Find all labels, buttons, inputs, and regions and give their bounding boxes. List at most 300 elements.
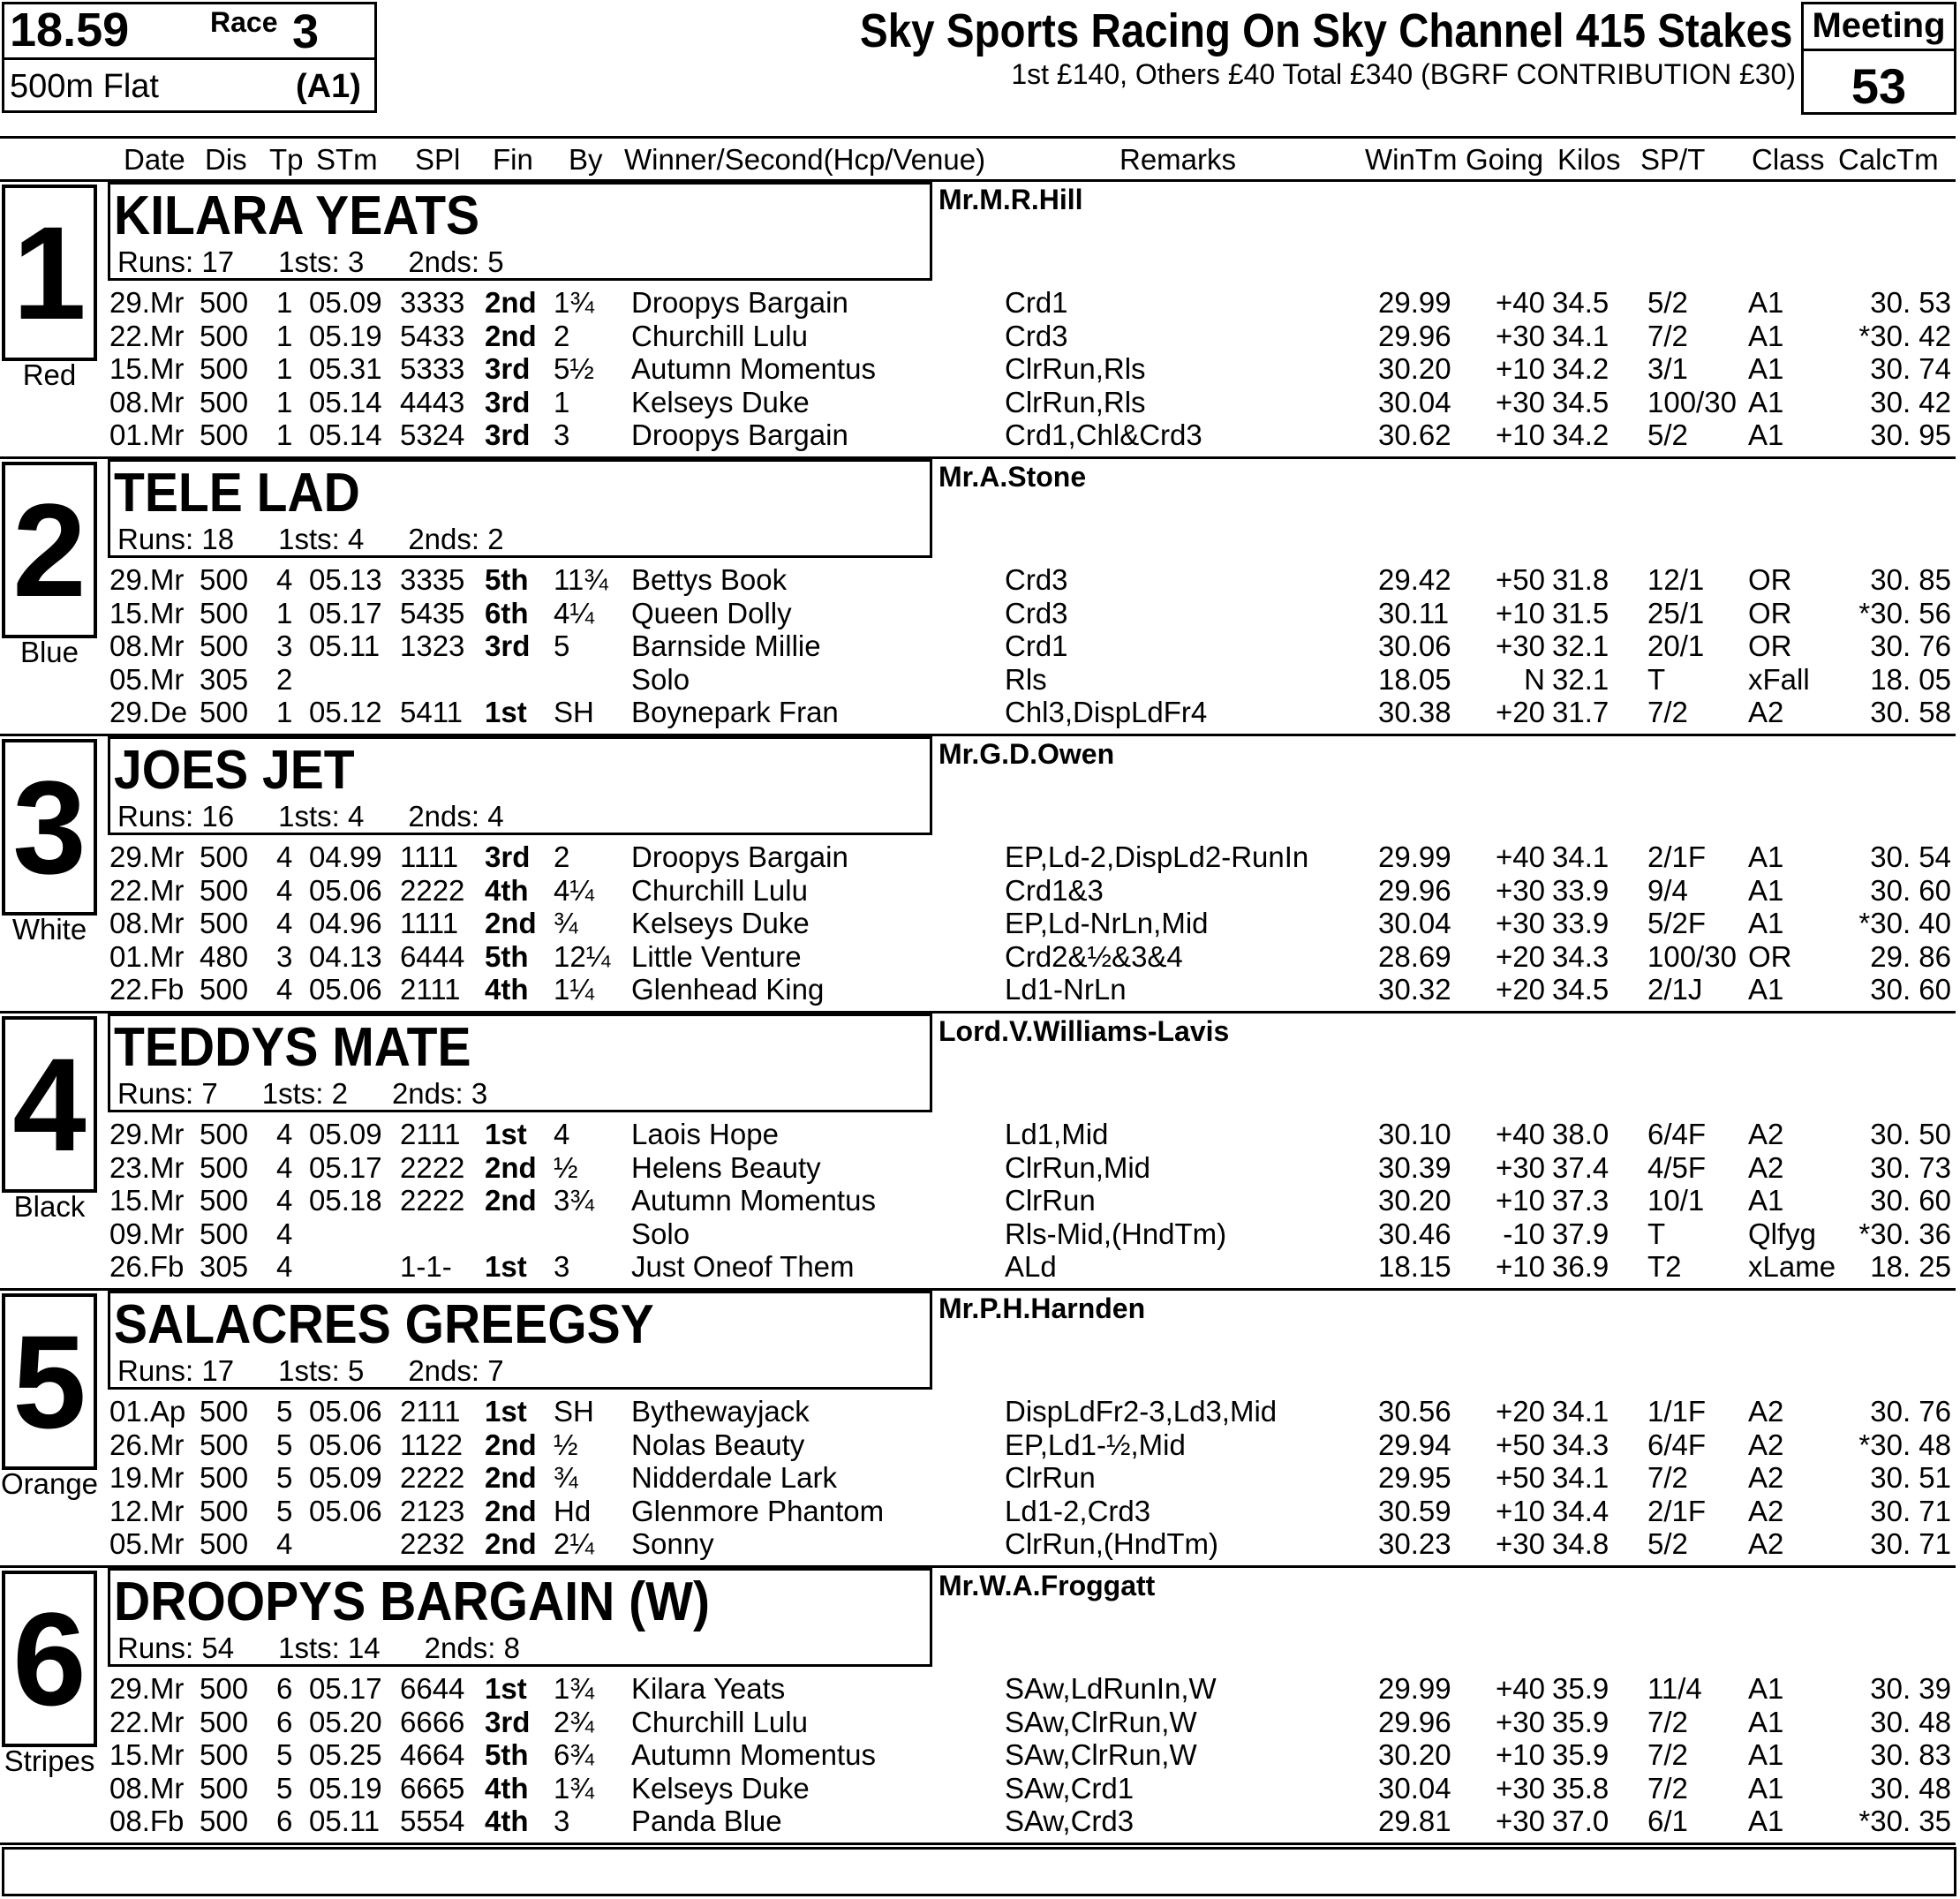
form-dis: 500	[200, 1217, 249, 1250]
form-wintm: 29.99	[1378, 286, 1451, 319]
form-by: 1¾	[554, 286, 594, 319]
form-cls: A1	[1748, 352, 1784, 385]
form-tp: 1	[276, 596, 293, 629]
form-calc: *30. 40	[1858, 907, 1951, 939]
form-date: 08.Mr	[109, 629, 185, 662]
dog-name-box	[108, 1291, 932, 1390]
form-spt: 6/1	[1647, 1805, 1688, 1837]
form-tp: 4	[276, 1217, 293, 1250]
form-calc: *30. 35	[1858, 1805, 1951, 1837]
form-kilos: 35.9	[1552, 1672, 1609, 1705]
form-fin: 2nd	[485, 1150, 537, 1184]
form-wintm: 30.06	[1378, 629, 1451, 662]
form-date: 08.Mr	[109, 385, 185, 418]
form-calc: 30. 42	[1870, 385, 1951, 418]
form-date: 19.Mr	[109, 1461, 185, 1494]
form-fin: 4th	[485, 1771, 529, 1805]
col-by: By	[569, 143, 603, 176]
form-by: 3	[554, 1805, 570, 1837]
form-spt: 100/30	[1647, 939, 1737, 973]
owner-name: Mr.W.A.Froggatt	[939, 1570, 1156, 1601]
form-calc: *30. 56	[1858, 596, 1951, 629]
form-spt: 3/1	[1647, 352, 1688, 385]
form-kilos: 36.9	[1552, 1250, 1609, 1283]
firsts-count: 1sts: 4	[278, 523, 365, 555]
seconds-count: 2nds: 2	[408, 523, 504, 555]
form-stm: 04.96	[309, 907, 382, 939]
form-going: +30	[1496, 319, 1545, 352]
form-calc: 30. 60	[1870, 873, 1951, 907]
form-spt: 100/30	[1647, 385, 1737, 418]
form-wintm: 29.81	[1378, 1805, 1451, 1837]
col-fin: Fin	[493, 143, 533, 176]
form-tp: 4	[276, 563, 293, 596]
form-remarks: ClrRun	[1005, 1184, 1096, 1217]
form-fin: 5th	[485, 1738, 529, 1771]
form-spl: 5333	[400, 352, 465, 385]
form-winner: Churchill Lulu	[631, 873, 808, 907]
form-spl: 6665	[400, 1771, 465, 1805]
form-going: +10	[1496, 596, 1545, 629]
col-stm: STm	[316, 143, 378, 176]
trap-color: Red	[22, 358, 77, 391]
form-tp: 1	[276, 418, 293, 451]
form-fin: 3rd	[485, 352, 531, 385]
col-spt: SP/T	[1640, 143, 1706, 176]
form-by: 6¾	[554, 1738, 594, 1771]
form-winner: Little Venture	[631, 939, 802, 973]
form-tp: 5	[276, 1771, 293, 1805]
form-stm: 05.14	[309, 418, 382, 451]
form-by: 4¼	[554, 873, 594, 907]
form-calc: 18. 25	[1870, 1250, 1951, 1283]
form-spl: 2222	[400, 1461, 465, 1494]
form-dis: 500	[200, 319, 249, 352]
trap-color: Orange	[0, 1467, 99, 1500]
form-spt: T2	[1647, 1250, 1682, 1283]
form-dis: 500	[200, 418, 249, 451]
dog-name-box	[108, 1568, 932, 1667]
form-remarks: SAw,Crd3	[1005, 1805, 1135, 1837]
form-fin: 2nd	[485, 1428, 537, 1461]
form-fin: 3rd	[485, 840, 531, 873]
form-cls: A2	[1748, 1118, 1784, 1150]
form-date: 15.Mr	[109, 596, 185, 629]
race-title: Sky Sports Racing On Sky Channel 415 Stakes	[859, 4, 1792, 57]
form-stm: 04.99	[309, 840, 382, 873]
form-stm: 05.06	[309, 1395, 382, 1428]
form-cls: A2	[1748, 1150, 1784, 1184]
form-winner: Queen Dolly	[631, 596, 792, 629]
form-fin: 3rd	[485, 385, 531, 418]
form-by: 3	[554, 1250, 570, 1283]
form-fin: 1st	[485, 696, 527, 728]
dog-name: DROOPYS BARGAIN (W)	[114, 1571, 710, 1632]
form-winner: Boynepark Fran	[631, 696, 839, 728]
form-dis: 500	[200, 352, 249, 385]
form-going: +10	[1496, 352, 1545, 385]
form-by: 2¾	[554, 1705, 594, 1738]
form-wintm: 30.10	[1378, 1118, 1451, 1150]
form-spl: 1323	[400, 629, 465, 662]
form-dis: 500	[200, 1150, 249, 1184]
form-fin: 4th	[485, 973, 529, 1006]
form-winner: Solo	[631, 1217, 690, 1250]
form-tp: 1	[276, 286, 293, 319]
form-fin: 2nd	[485, 1184, 537, 1217]
form-date: 09.Mr	[109, 1217, 185, 1250]
runs-count: Runs: 7	[117, 1077, 218, 1110]
form-spl: 5433	[400, 319, 465, 352]
form-dis: 500	[200, 1771, 249, 1805]
form-date: 29.Mr	[109, 286, 185, 319]
runs-summary	[117, 801, 504, 833]
form-going: +40	[1496, 1672, 1545, 1705]
form-fin: 4th	[485, 873, 529, 907]
runs-count: Runs: 18	[117, 523, 235, 555]
col-kilos: Kilos	[1557, 143, 1621, 176]
form-winner: Kilara Yeats	[631, 1672, 786, 1705]
form-going: +40	[1496, 1118, 1545, 1150]
form-remarks: EP,Ld-NrLn,Mid	[1005, 907, 1209, 939]
form-remarks: ClrRun,Rls	[1005, 385, 1146, 418]
form-by: ¾	[554, 907, 578, 939]
form-wintm: 30.11	[1378, 596, 1450, 629]
form-fin: 2nd	[485, 1527, 537, 1560]
form-winner: Just Oneof Them	[631, 1250, 855, 1283]
form-going: +20	[1496, 1395, 1545, 1428]
form-date: 12.Mr	[109, 1494, 185, 1527]
form-kilos: 34.1	[1552, 840, 1609, 873]
form-stm: 05.13	[309, 563, 382, 596]
form-date: 29.De	[109, 696, 188, 728]
form-winner: Solo	[631, 662, 690, 696]
form-dis: 500	[200, 696, 249, 728]
form-tp: 4	[276, 973, 293, 1006]
form-calc: 29. 86	[1870, 939, 1951, 973]
form-winner: Autumn Momentus	[631, 1184, 876, 1217]
form-cls: xFall	[1748, 662, 1810, 696]
form-spl: 2111	[400, 1118, 461, 1150]
form-cls: A1	[1748, 319, 1784, 352]
form-spt: 12/1	[1647, 563, 1705, 596]
runs-count: Runs: 17	[117, 1354, 235, 1387]
form-remarks: ClrRun,Rls	[1005, 352, 1146, 385]
form-cls: A2	[1748, 1461, 1784, 1494]
form-calc: 30. 85	[1870, 563, 1951, 596]
form-date: 22.Mr	[109, 873, 185, 907]
form-going: +30	[1496, 907, 1545, 939]
form-dis: 500	[200, 596, 249, 629]
form-spt: 6/4F	[1647, 1428, 1707, 1461]
form-calc: 30. 60	[1870, 973, 1951, 1006]
form-cls: A2	[1748, 1395, 1784, 1428]
form-kilos: 35.8	[1552, 1771, 1609, 1805]
form-stm: 05.14	[309, 385, 382, 418]
trap-color: Blue	[19, 636, 79, 668]
form-kilos: 34.5	[1552, 286, 1609, 319]
form-remarks: SAw,ClrRun,W	[1005, 1738, 1197, 1771]
seconds-count: 2nds: 4	[408, 800, 504, 833]
form-going: +30	[1496, 1771, 1545, 1805]
form-spl: 5554	[400, 1805, 465, 1837]
form-calc: 30. 76	[1870, 1395, 1951, 1428]
owner-name: Mr.G.D.Owen	[939, 738, 1115, 770]
form-fin: 2nd	[485, 286, 537, 319]
form-wintm: 29.99	[1378, 840, 1451, 873]
form-remarks: SAw,ClrRun,W	[1005, 1705, 1197, 1738]
form-fin: 6th	[485, 596, 529, 629]
meeting-number: 53	[1851, 58, 1907, 114]
form-dis: 500	[200, 385, 249, 418]
form-spl: 1-1-	[400, 1250, 452, 1283]
form-stm: 05.09	[309, 1118, 382, 1150]
form-spl: 2222	[400, 1150, 465, 1184]
form-wintm: 30.56	[1378, 1395, 1451, 1428]
dog-name: SALACRES GREEGSY	[114, 1294, 654, 1355]
form-spl: 2222	[400, 1184, 465, 1217]
form-wintm: 29.95	[1378, 1461, 1451, 1494]
form-dis: 500	[200, 1395, 249, 1428]
form-remarks: Ld1,Mid	[1005, 1118, 1109, 1150]
form-calc: 30. 71	[1870, 1494, 1951, 1527]
form-wintm: 29.94	[1378, 1428, 1451, 1461]
form-date: 08.Mr	[109, 907, 185, 939]
runs-summary	[117, 1355, 504, 1387]
form-stm: 05.25	[309, 1738, 382, 1771]
form-calc: 30. 74	[1870, 352, 1951, 385]
form-cls: A1	[1748, 873, 1784, 907]
dog-name: JOES JET	[114, 740, 355, 801]
form-by: 5	[554, 629, 570, 662]
trap-number: 3	[2, 739, 97, 916]
form-cls: A1	[1748, 1705, 1784, 1738]
form-calc: 30. 95	[1870, 418, 1951, 451]
form-dis: 500	[200, 840, 249, 873]
form-dis: 500	[200, 1118, 249, 1150]
runs-summary	[117, 1632, 520, 1664]
owner-name: Mr.M.R.Hill	[939, 184, 1083, 215]
form-going: +30	[1496, 629, 1545, 662]
form-tp: 4	[276, 907, 293, 939]
form-spl: 6666	[400, 1705, 465, 1738]
form-wintm: 28.69	[1378, 939, 1451, 973]
trap-number: 2	[2, 462, 97, 638]
form-kilos: 31.5	[1552, 596, 1609, 629]
form-spt: 7/2	[1647, 696, 1688, 728]
form-spt: 7/2	[1647, 1705, 1688, 1738]
form-kilos: 34.5	[1552, 973, 1609, 1006]
form-remarks: ALd	[1005, 1250, 1057, 1283]
form-stm: 05.17	[309, 1150, 382, 1184]
form-going: +10	[1496, 1494, 1545, 1527]
form-date: 29.Mr	[109, 1118, 185, 1150]
form-kilos: 34.3	[1552, 1428, 1609, 1461]
form-cls: A2	[1748, 1494, 1784, 1527]
form-tp: 4	[276, 1184, 293, 1217]
form-wintm: 30.38	[1378, 696, 1451, 728]
form-by: 1	[554, 385, 570, 418]
form-date: 01.Ap	[109, 1395, 186, 1428]
form-date: 15.Mr	[109, 352, 185, 385]
form-cls: A1	[1748, 840, 1784, 873]
form-kilos: 34.2	[1552, 418, 1609, 451]
form-by: 4¼	[554, 596, 594, 629]
form-wintm: 29.99	[1378, 1672, 1451, 1705]
form-kilos: 34.1	[1552, 1461, 1609, 1494]
form-spt: 10/1	[1647, 1184, 1705, 1217]
form-remarks: Crd3	[1005, 563, 1068, 596]
form-spt: 7/2	[1647, 1738, 1688, 1771]
form-date: 29.Mr	[109, 840, 185, 873]
form-spt: 20/1	[1647, 629, 1705, 662]
form-kilos: 33.9	[1552, 873, 1609, 907]
form-wintm: 18.15	[1378, 1250, 1451, 1283]
form-winner: Churchill Lulu	[631, 319, 808, 352]
form-going: -10	[1503, 1217, 1545, 1250]
race-number: 3	[292, 5, 320, 58]
form-dis: 500	[200, 1805, 249, 1837]
form-winner: Nolas Beauty	[631, 1428, 805, 1461]
form-remarks: Rls	[1005, 662, 1047, 696]
form-tp: 4	[276, 1250, 293, 1283]
form-by: ½	[554, 1428, 578, 1461]
col-dis: Dis	[205, 143, 247, 176]
form-stm: 05.18	[309, 1184, 382, 1217]
form-spl: 5411	[400, 696, 463, 728]
form-going: +10	[1496, 1738, 1545, 1771]
form-winner: Droopys Bargain	[631, 418, 848, 451]
form-by: Hd	[554, 1494, 592, 1527]
form-spl: 3333	[400, 286, 465, 319]
form-wintm: 30.20	[1378, 1738, 1451, 1771]
form-calc: 30. 39	[1870, 1672, 1951, 1705]
form-by: 2	[554, 319, 570, 352]
owner-name: Mr.A.Stone	[939, 461, 1087, 493]
dog-name: KILARA YEATS	[114, 185, 480, 246]
race-time: 18.59	[10, 4, 130, 57]
form-going: +20	[1496, 939, 1545, 973]
form-cls: A1	[1748, 1771, 1784, 1805]
form-wintm: 30.59	[1378, 1494, 1451, 1527]
form-fin: 3rd	[485, 629, 531, 662]
form-fin: 5th	[485, 563, 529, 596]
form-kilos: 31.8	[1552, 563, 1609, 596]
form-kilos: 33.9	[1552, 907, 1609, 939]
form-dis: 480	[200, 939, 249, 973]
form-by: ½	[554, 1150, 578, 1184]
trap-number: 5	[2, 1293, 97, 1470]
race-distance: 500m Flat	[10, 68, 159, 105]
form-tp: 5	[276, 1461, 293, 1494]
form-date: 26.Mr	[109, 1428, 185, 1461]
form-stm: 05.19	[309, 1771, 382, 1805]
form-spt: 2/1F	[1647, 840, 1707, 873]
dog-name: TELE LAD	[114, 463, 360, 524]
form-spt: 2/1J	[1647, 973, 1703, 1006]
form-tp: 4	[276, 873, 293, 907]
form-stm: 05.17	[309, 596, 382, 629]
form-cls: xLame	[1748, 1250, 1836, 1283]
form-remarks: Crd3	[1005, 596, 1068, 629]
form-stm: 05.17	[309, 1672, 382, 1705]
form-date: 23.Mr	[109, 1150, 185, 1184]
form-kilos: 35.9	[1552, 1738, 1609, 1771]
form-date: 15.Mr	[109, 1184, 185, 1217]
firsts-count: 1sts: 14	[278, 1631, 381, 1664]
form-spt: 7/2	[1647, 1771, 1688, 1805]
form-going: +30	[1496, 1705, 1545, 1738]
form-going: +10	[1496, 418, 1545, 451]
form-winner: Kelseys Duke	[631, 1771, 810, 1805]
form-stm: 05.11	[309, 1805, 381, 1837]
form-stm: 05.06	[309, 1494, 382, 1527]
form-kilos: 32.1	[1552, 662, 1609, 696]
form-date: 01.Mr	[109, 418, 185, 451]
form-spl: 4443	[400, 385, 465, 418]
form-tp: 5	[276, 1494, 293, 1527]
form-tp: 4	[276, 840, 293, 873]
form-fin: 1st	[485, 1118, 527, 1150]
form-wintm: 30.23	[1378, 1527, 1451, 1560]
form-going: +30	[1496, 1527, 1545, 1560]
race-info-box	[2, 2, 377, 113]
form-wintm: 29.96	[1378, 873, 1451, 907]
form-wintm: 30.04	[1378, 1771, 1451, 1805]
form-cls: A1	[1748, 385, 1784, 418]
col-tp: Tp	[269, 143, 304, 176]
form-by: 1¼	[554, 973, 594, 1006]
form-calc: 30. 58	[1870, 696, 1951, 728]
form-kilos: 34.3	[1552, 939, 1609, 973]
form-wintm: 29.42	[1378, 563, 1451, 596]
form-remarks: EP,Ld-2,DispLd2-RunIn	[1005, 840, 1309, 873]
form-tp: 6	[276, 1805, 293, 1837]
form-cls: A1	[1748, 418, 1784, 451]
owner-name: Lord.V.Williams-Lavis	[939, 1015, 1230, 1047]
col-calctm: CalcTm	[1838, 143, 1939, 176]
firsts-count: 1sts: 4	[278, 800, 365, 833]
form-spl: 6644	[400, 1672, 465, 1705]
form-wintm: 30.04	[1378, 907, 1451, 939]
runs-summary	[117, 1078, 487, 1110]
form-fin: 2nd	[485, 319, 537, 352]
form-stm: 05.20	[309, 1705, 382, 1738]
form-tp: 1	[276, 696, 293, 728]
form-calc: 30. 60	[1870, 1184, 1951, 1217]
form-date: 29.Mr	[109, 563, 185, 596]
form-kilos: 34.2	[1552, 352, 1609, 385]
form-going: +30	[1496, 385, 1545, 418]
form-going: +50	[1496, 1461, 1545, 1494]
form-by: 3¾	[554, 1184, 594, 1217]
form-kilos: 34.1	[1552, 1395, 1609, 1428]
form-by: SH	[554, 696, 594, 728]
form-remarks: DispLdFr2-3,Ld3,Mid	[1005, 1395, 1278, 1428]
form-cls: A1	[1748, 286, 1784, 319]
form-cls: A1	[1748, 1738, 1784, 1771]
form-kilos: 37.3	[1552, 1184, 1609, 1217]
form-spl: 1111	[400, 907, 459, 939]
form-going: +10	[1496, 1184, 1545, 1217]
form-winner: Panda Blue	[631, 1805, 782, 1837]
form-by: 1¾	[554, 1771, 594, 1805]
form-winner: Bythewayjack	[631, 1395, 810, 1428]
form-calc: 30. 50	[1870, 1118, 1951, 1150]
form-spl: 6444	[400, 939, 465, 973]
form-tp: 5	[276, 1395, 293, 1428]
form-remarks: Crd1&3	[1005, 873, 1104, 907]
